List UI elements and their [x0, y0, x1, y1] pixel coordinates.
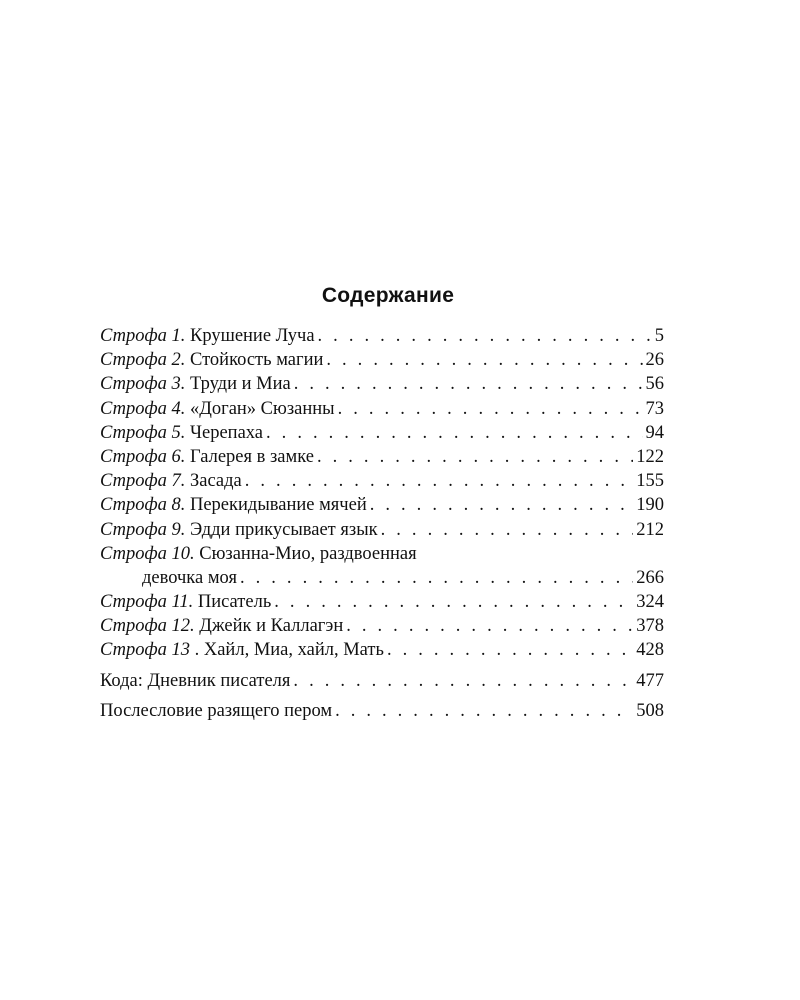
stanza-number: Строфа 13 — [100, 640, 190, 661]
page-number: 508 — [636, 700, 664, 721]
chapter-title: Эдди прикусывает язык — [185, 519, 378, 540]
page-number: 5 — [654, 326, 664, 346]
chapter-title: «Доган» Сюзанны — [185, 398, 335, 419]
entry-label — [100, 638, 384, 662]
dot-leader — [335, 699, 633, 723]
chapter-title: Галерея в замке — [185, 446, 314, 467]
toc-entry-coda[interactable] — [100, 669, 664, 693]
page-number: 212 — [636, 519, 664, 540]
toc-entry[interactable] — [100, 638, 664, 662]
chapter-title: Перекидывание мячей — [185, 495, 367, 516]
toc-entry[interactable] — [100, 421, 664, 445]
entry-label — [100, 542, 417, 566]
stanza-number: Строфа 2. — [100, 350, 186, 371]
toc-entry[interactable] — [100, 348, 664, 372]
dot-leader — [318, 324, 652, 348]
stanza-number: Строфа 6. — [100, 446, 186, 467]
chapter-title: Послесловие разящего пером — [100, 700, 333, 721]
page-title: Содержание — [321, 284, 455, 307]
table-of-contents — [100, 324, 664, 723]
toc-entry-continuation[interactable] — [100, 566, 664, 590]
stanza-number: Строфа 1. — [100, 326, 186, 346]
chapter-title-continued: девочка моя — [142, 567, 237, 588]
page-number: 428 — [636, 640, 664, 661]
toc-entry[interactable] — [100, 397, 664, 421]
stanza-number: Строфа 8. — [100, 495, 186, 516]
entry-label — [100, 590, 271, 614]
dot-leader — [326, 348, 642, 372]
dot-leader — [338, 397, 643, 421]
toc-entry[interactable] — [100, 324, 664, 348]
chapter-title: Черепаха — [185, 422, 264, 443]
chapter-title: . Хайл, Миа, хайл, Мать — [189, 640, 384, 661]
page-number: 266 — [636, 567, 664, 588]
stanza-number: Строфа 3. — [100, 374, 186, 395]
stanza-number: Строфа 9. — [100, 519, 186, 540]
entry-label — [100, 469, 242, 493]
dot-leader — [387, 638, 633, 662]
toc-entry[interactable] — [100, 518, 664, 542]
page-number: 26 — [645, 350, 664, 371]
stanza-number: Строфа 10. — [100, 543, 195, 564]
page-number: 122 — [636, 446, 664, 467]
page-number: 477 — [636, 670, 664, 691]
page-number: 378 — [636, 616, 664, 637]
chapter-title: Крушение Луча — [185, 326, 315, 346]
chapter-title: Сюзанна-Мио, раздвоенная — [194, 543, 417, 564]
entry-label — [100, 445, 314, 469]
chapter-title: Засада — [185, 471, 242, 492]
dot-leader — [240, 566, 633, 590]
stanza-number: Строфа 11. — [100, 592, 194, 613]
chapter-title: Писатель — [193, 592, 272, 613]
dot-leader — [294, 372, 643, 396]
entry-label — [100, 614, 343, 638]
dot-leader — [317, 445, 633, 469]
toc-entry[interactable] — [100, 614, 664, 638]
stanza-number: Строфа 7. — [100, 471, 186, 492]
toc-entry[interactable] — [100, 445, 664, 469]
dot-leader — [293, 669, 633, 693]
toc-entry[interactable] — [100, 372, 664, 396]
page-number: 190 — [636, 495, 664, 516]
chapter-title: Джейк и Каллагэн — [194, 616, 344, 637]
dot-leader — [266, 421, 642, 445]
dot-leader — [245, 469, 634, 493]
entry-label — [100, 397, 335, 421]
dot-leader — [370, 493, 634, 517]
dot-leader — [274, 590, 633, 614]
entry-label — [100, 518, 378, 542]
entry-label — [100, 324, 315, 348]
page-number: 155 — [636, 471, 664, 492]
chapter-title: Труди и Миа — [185, 374, 291, 395]
dot-leader — [381, 518, 634, 542]
toc-entry-afterword[interactable] — [100, 699, 664, 723]
page-number: 94 — [645, 422, 664, 443]
chapter-title: Стойкость магии — [185, 350, 324, 371]
stanza-number: Строфа 4. — [100, 398, 186, 419]
stanza-number: Строфа 5. — [100, 422, 186, 443]
page-number: 56 — [645, 374, 664, 395]
page-number: 73 — [645, 398, 664, 419]
page-number: 324 — [636, 592, 664, 613]
dot-leader — [346, 614, 633, 638]
stanza-number: Строфа 12. — [100, 616, 195, 637]
toc-entry[interactable] — [100, 493, 664, 517]
entry-label — [100, 372, 291, 396]
toc-entry[interactable] — [100, 590, 664, 614]
toc-entry[interactable] — [100, 542, 664, 566]
toc-entry[interactable] — [100, 469, 664, 493]
entry-label — [100, 348, 323, 372]
chapter-title: Кода: Дневник писателя — [100, 670, 291, 691]
entry-label — [100, 421, 263, 445]
entry-label — [100, 493, 367, 517]
